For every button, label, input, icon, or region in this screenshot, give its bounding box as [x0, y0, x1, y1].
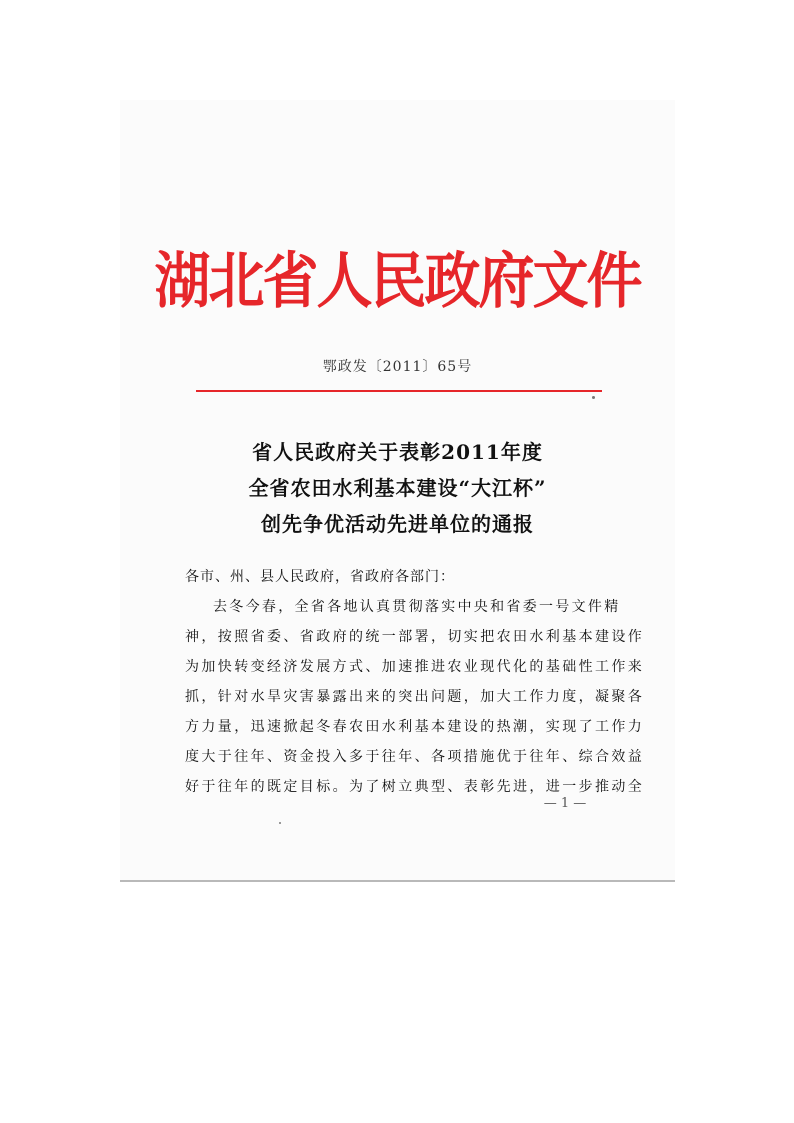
document-body: [185, 562, 645, 802]
paragraph-line: 度大于往年、资金投入多于往年、各项措施优于往年、综合效益: [185, 749, 645, 765]
scan-edge-line: [120, 880, 675, 882]
paragraph-line: 为加快转变经济发展方式、加速推进农业现代化的基础性工作来: [185, 659, 645, 675]
red-separator-line: [196, 390, 602, 392]
paragraph-line: 方力量，迅速掀起冬春农田水利基本建设的热潮，实现了工作力: [185, 719, 645, 735]
title-line: 省人民政府关于表彰2011年度: [252, 440, 543, 464]
document-masthead: 湖北省人民政府文件: [154, 246, 641, 317]
scan-speck: [279, 822, 281, 824]
paragraph-line: 好于往年的既定目标。为了树立典型、表彰先进，进一步推动全: [185, 779, 645, 795]
page-number: — 1 —: [543, 796, 587, 811]
title-line: 全省农田水利基本建设“大江杯”: [248, 476, 547, 500]
paragraph-line: 神，按照省委、省政府的统一部署，切实把农田水利基本建设作: [185, 629, 645, 645]
document-number: 鄂政发〔2011〕65号: [322, 359, 473, 375]
title-line: 创先争优活动先进单位的通报: [261, 512, 534, 536]
addressee: 各市、州、县人民政府，省政府各部门：: [185, 569, 455, 585]
paragraph-line: 去冬今春，全省各地认真贯彻落实中央和省委一号文件精: [213, 599, 621, 615]
document-title: [120, 434, 675, 542]
scan-speck: [592, 396, 595, 399]
paragraph-line: 抓，针对水旱灾害暴露出来的突出问题，加大工作力度，凝聚各: [185, 689, 645, 705]
